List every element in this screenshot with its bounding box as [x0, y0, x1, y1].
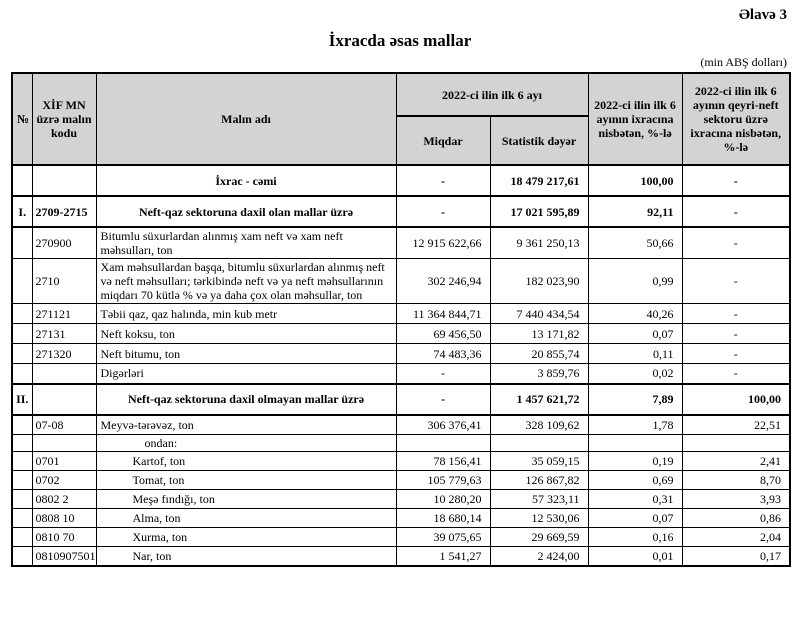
cell-share-nonoil: 100,00 — [682, 384, 790, 415]
cell-code: 0802 2 — [32, 490, 96, 509]
cell-stat-value: 7 440 434,54 — [490, 304, 588, 324]
cell-no: I. — [12, 196, 32, 227]
cell-share-nonoil: - — [682, 364, 790, 384]
cell-name: Tomat, ton — [96, 471, 396, 490]
cell-quantity: 18 680,14 — [396, 509, 490, 528]
cell-stat-value: 29 669,59 — [490, 528, 588, 547]
table-row — [12, 509, 790, 528]
cell-share-total: 92,11 — [588, 196, 682, 227]
cell-quantity: 12 915 622,66 — [396, 227, 490, 259]
cell-share-nonoil: - — [682, 259, 790, 304]
col-header-quantity: Miqdar — [396, 116, 490, 165]
cell-quantity: 74 483,36 — [396, 344, 490, 364]
table-row — [12, 435, 790, 452]
cell-name: Təbii qaz, qaz halında, min kub metr — [96, 304, 396, 324]
cell-no — [12, 344, 32, 364]
cell-stat-value: 12 530,06 — [490, 509, 588, 528]
cell-code: 0701 — [32, 452, 96, 471]
cell-share-nonoil: 2,41 — [682, 452, 790, 471]
table-row — [12, 196, 790, 227]
cell-code: 0808 10 — [32, 509, 96, 528]
cell-no — [12, 165, 32, 196]
col-header-share-nonoil: 2022-ci ilin ilk 6 ayının qeyri-neft sektoru üzrə ixracına nisbətən, %-lə — [682, 73, 790, 165]
unit-note: (min ABŞ dolları) — [700, 55, 787, 69]
cell-name: Bitumlu süxurlardan alınmış xam neft və xam neft məhsulları, ton — [96, 227, 396, 259]
page-title: İxracda əsas mallar — [328, 31, 472, 50]
cell-no — [12, 227, 32, 259]
table-row — [12, 259, 790, 304]
cell-code: 271320 — [32, 344, 96, 364]
cell-share-nonoil: - — [682, 227, 790, 259]
cell-name: Meyvə-tərəvəz, ton — [96, 415, 396, 435]
cell-quantity: - — [396, 196, 490, 227]
cell-code: 07-08 — [32, 415, 96, 435]
table-row — [12, 528, 790, 547]
cell-no: II. — [12, 384, 32, 415]
cell-quantity: 78 156,41 — [396, 452, 490, 471]
cell-no — [12, 259, 32, 304]
table-row — [12, 324, 790, 344]
cell-share-total: 0,11 — [588, 344, 682, 364]
cell-name: Xurma, ton — [96, 528, 396, 547]
cell-share-nonoil: 0,17 — [682, 547, 790, 566]
cell-share-total: 0,69 — [588, 471, 682, 490]
cell-no — [12, 324, 32, 344]
table-row — [12, 415, 790, 435]
cell-quantity: - — [396, 384, 490, 415]
cell-share-total: 40,26 — [588, 304, 682, 324]
cell-quantity: - — [396, 364, 490, 384]
cell-name: Meşə fındığı, ton — [96, 490, 396, 509]
cell-code — [32, 364, 96, 384]
cell-code: 0702 — [32, 471, 96, 490]
cell-share-total — [588, 435, 682, 452]
table-row — [12, 490, 790, 509]
table-row — [12, 227, 790, 259]
cell-code: 0810907501 — [32, 547, 96, 566]
cell-stat-value: 3 859,76 — [490, 364, 588, 384]
cell-name: Neft koksu, ton — [96, 324, 396, 344]
cell-quantity: 105 779,63 — [396, 471, 490, 490]
cell-share-total: 0,31 — [588, 490, 682, 509]
cell-name: Nar, ton — [96, 547, 396, 566]
cell-no — [12, 435, 32, 452]
cell-share-total: 100,00 — [588, 165, 682, 196]
cell-share-nonoil: - — [682, 324, 790, 344]
cell-code — [32, 435, 96, 452]
table-row — [12, 384, 790, 415]
cell-share-nonoil: - — [682, 344, 790, 364]
cell-stat-value: 328 109,62 — [490, 415, 588, 435]
cell-name: Kartof, ton — [96, 452, 396, 471]
cell-stat-value: 18 479 217,61 — [490, 165, 588, 196]
cell-name: İxrac - cəmi — [96, 165, 396, 196]
cell-no — [12, 471, 32, 490]
cell-stat-value — [490, 435, 588, 452]
cell-code — [32, 165, 96, 196]
cell-stat-value: 17 021 595,89 — [490, 196, 588, 227]
table-row — [12, 547, 790, 566]
col-header-period-group: 2022-ci ilin ilk 6 ayı — [396, 73, 588, 116]
cell-no — [12, 509, 32, 528]
cell-quantity: 306 376,41 — [396, 415, 490, 435]
appendix-label: Əlavə 3 — [738, 7, 787, 23]
cell-stat-value: 9 361 250,13 — [490, 227, 588, 259]
cell-share-total: 0,07 — [588, 509, 682, 528]
col-header-no: № — [12, 73, 32, 165]
cell-name: Neft-qaz sektoruna daxil olmayan mallar üzrə — [96, 384, 396, 415]
cell-stat-value: 126 867,82 — [490, 471, 588, 490]
cell-no — [12, 490, 32, 509]
table-row — [12, 344, 790, 364]
col-header-name: Malın adı — [96, 73, 396, 165]
cell-code: 271121 — [32, 304, 96, 324]
export-goods-table — [11, 72, 791, 567]
cell-stat-value: 57 323,11 — [490, 490, 588, 509]
col-header-code: XİF MN üzrə malın kodu — [32, 73, 96, 165]
table-row — [12, 452, 790, 471]
cell-no — [12, 415, 32, 435]
cell-code: 270900 — [32, 227, 96, 259]
cell-share-total: 0,01 — [588, 547, 682, 566]
cell-share-nonoil: - — [682, 165, 790, 196]
cell-no — [12, 364, 32, 384]
cell-no — [12, 528, 32, 547]
cell-share-total: 50,66 — [588, 227, 682, 259]
cell-share-nonoil: 3,93 — [682, 490, 790, 509]
cell-share-nonoil: - — [682, 196, 790, 227]
cell-share-total: 0,02 — [588, 364, 682, 384]
cell-share-nonoil: 2,04 — [682, 528, 790, 547]
cell-share-total: 1,78 — [588, 415, 682, 435]
cell-code: 27131 — [32, 324, 96, 344]
cell-quantity: 1 541,27 — [396, 547, 490, 566]
cell-code: 2710 — [32, 259, 96, 304]
cell-quantity: 10 280,20 — [396, 490, 490, 509]
cell-code — [32, 384, 96, 415]
table-body — [12, 165, 790, 566]
cell-quantity — [396, 435, 490, 452]
cell-share-total: 7,89 — [588, 384, 682, 415]
col-header-stat-value: Statistik dəyər — [490, 116, 588, 165]
cell-stat-value: 2 424,00 — [490, 547, 588, 566]
cell-name: Alma, ton — [96, 509, 396, 528]
cell-stat-value: 1 457 621,72 — [490, 384, 588, 415]
table-row — [12, 304, 790, 324]
table-row — [12, 364, 790, 384]
cell-name: Xam məhsullardan başqa, bitumlu süxurlardan alınmış neft və neft məhsulları; tərkibində neft və ya neft məhsullarının miqdarı 70 kütlə % və ya daha çox olan məhsullar, ton — [96, 259, 396, 304]
table-row — [12, 165, 790, 196]
cell-no — [12, 452, 32, 471]
cell-no — [12, 547, 32, 566]
cell-name: ondan: — [96, 435, 396, 452]
cell-share-nonoil: 0,86 — [682, 509, 790, 528]
cell-quantity: 302 246,94 — [396, 259, 490, 304]
cell-name: Digərləri — [96, 364, 396, 384]
cell-no — [12, 304, 32, 324]
table-row — [12, 471, 790, 490]
cell-code: 0810 70 — [32, 528, 96, 547]
cell-stat-value: 20 855,74 — [490, 344, 588, 364]
cell-name: Neft-qaz sektoruna daxil olan mallar üzrə — [96, 196, 396, 227]
cell-share-total: 0,07 — [588, 324, 682, 344]
cell-share-nonoil: 22,51 — [682, 415, 790, 435]
cell-code: 2709-2715 — [32, 196, 96, 227]
cell-name: Neft bitumu, ton — [96, 344, 396, 364]
cell-quantity: 11 364 844,71 — [396, 304, 490, 324]
cell-quantity: - — [396, 165, 490, 196]
cell-share-total: 0,99 — [588, 259, 682, 304]
cell-stat-value: 35 059,15 — [490, 452, 588, 471]
cell-quantity: 39 075,65 — [396, 528, 490, 547]
cell-stat-value: 13 171,82 — [490, 324, 588, 344]
cell-share-total: 0,19 — [588, 452, 682, 471]
cell-share-nonoil: 8,70 — [682, 471, 790, 490]
table-header — [12, 73, 790, 165]
cell-quantity: 69 456,50 — [396, 324, 490, 344]
cell-share-nonoil — [682, 435, 790, 452]
cell-stat-value: 182 023,90 — [490, 259, 588, 304]
col-header-share-total: 2022-ci ilin ilk 6 ayının ixracına nisbətən, %-lə — [588, 73, 682, 165]
cell-share-nonoil: - — [682, 304, 790, 324]
cell-share-total: 0,16 — [588, 528, 682, 547]
